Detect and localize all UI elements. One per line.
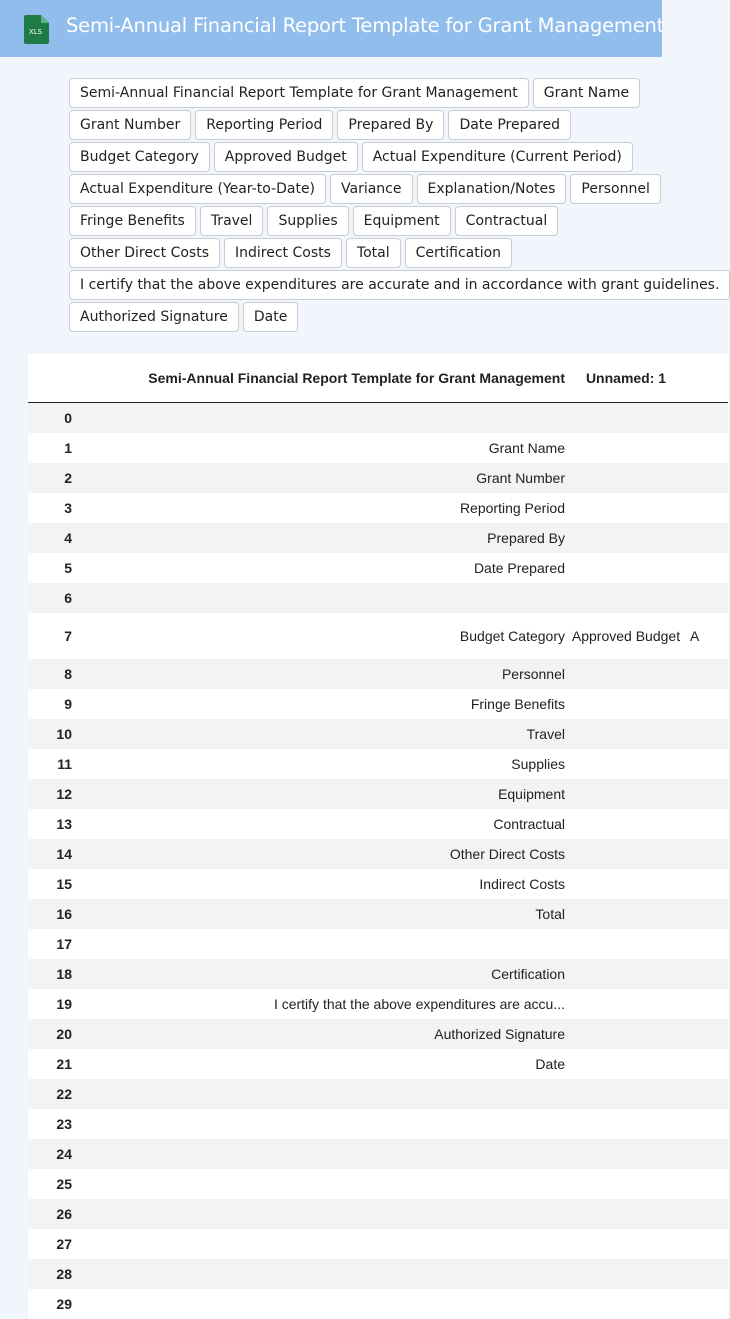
column-chip[interactable]: Date xyxy=(243,302,298,332)
table-cell[interactable]: Contractual xyxy=(72,809,568,839)
row-index-cell: 14 xyxy=(28,839,72,869)
column-chip[interactable]: Date Prepared xyxy=(448,110,571,140)
row-index-cell: 3 xyxy=(28,493,72,523)
column-chip[interactable]: Personnel xyxy=(570,174,660,204)
table-cell[interactable] xyxy=(568,1169,684,1199)
table-cell[interactable] xyxy=(684,989,728,1019)
row-index-cell: 12 xyxy=(28,779,72,809)
table-cell[interactable] xyxy=(684,899,728,929)
table-row xyxy=(28,1199,728,1229)
table-cell[interactable] xyxy=(72,1139,568,1169)
table-row xyxy=(28,403,728,434)
row-index-cell: 21 xyxy=(28,1049,72,1079)
table-cell[interactable] xyxy=(568,1139,684,1169)
row-index-cell: 5 xyxy=(28,553,72,583)
table-cell[interactable] xyxy=(568,1109,684,1139)
table-row xyxy=(28,899,728,929)
table-cell[interactable] xyxy=(72,929,568,959)
table-row xyxy=(28,839,728,869)
table-cell[interactable] xyxy=(684,493,728,523)
table-row xyxy=(28,689,728,719)
table-cell[interactable] xyxy=(684,839,728,869)
table-cell[interactable] xyxy=(72,1109,568,1139)
row-index-cell: 22 xyxy=(28,1079,72,1109)
table-cell[interactable] xyxy=(568,583,684,613)
table-cell[interactable] xyxy=(568,989,684,1019)
table-row xyxy=(28,1019,728,1049)
table-cell[interactable] xyxy=(684,463,728,493)
table-cell[interactable] xyxy=(568,1289,684,1319)
column-chip[interactable]: Contractual xyxy=(455,206,559,236)
column-chip[interactable]: Total xyxy=(346,238,401,268)
column-chip-list xyxy=(69,78,694,332)
table-cell[interactable] xyxy=(568,869,684,899)
row-index-cell: 17 xyxy=(28,929,72,959)
table-cell[interactable] xyxy=(568,839,684,869)
column-chip[interactable]: Actual Expenditure (Year-to-Date) xyxy=(69,174,326,204)
row-index-cell: 28 xyxy=(28,1259,72,1289)
table-cell[interactable]: Approved Budget xyxy=(568,613,684,659)
table-cell[interactable] xyxy=(568,553,684,583)
xls-icon-label: XLS xyxy=(29,28,43,36)
column-chip[interactable]: Supplies xyxy=(267,206,348,236)
table-cell[interactable] xyxy=(684,929,728,959)
table-cell[interactable] xyxy=(684,1079,728,1109)
table-cell[interactable]: Travel xyxy=(72,719,568,749)
table-cell[interactable] xyxy=(568,779,684,809)
table-cell[interactable]: Other Direct Costs xyxy=(72,839,568,869)
column-chip[interactable]: Fringe Benefits xyxy=(69,206,196,236)
table-cell[interactable]: Personnel xyxy=(72,659,568,689)
table-cell[interactable] xyxy=(568,1259,684,1289)
row-index-cell: 13 xyxy=(28,809,72,839)
table-row xyxy=(28,959,728,989)
table-cell[interactable] xyxy=(684,523,728,553)
column-chip[interactable]: Prepared By xyxy=(337,110,444,140)
table-cell[interactable] xyxy=(568,809,684,839)
table-cell[interactable] xyxy=(72,1259,568,1289)
table-body xyxy=(28,403,728,1319)
table-row xyxy=(28,433,728,463)
table-row xyxy=(28,779,728,809)
table-cell[interactable] xyxy=(684,1229,728,1259)
table-row xyxy=(28,1109,728,1139)
table-cell[interactable] xyxy=(684,749,728,779)
table-cell[interactable] xyxy=(72,1229,568,1259)
row-index-cell: 20 xyxy=(28,1019,72,1049)
row-index-cell: 24 xyxy=(28,1139,72,1169)
row-index-cell: 29 xyxy=(28,1289,72,1319)
table-cell[interactable]: Budget Category xyxy=(72,613,568,659)
table-cell[interactable] xyxy=(72,403,568,434)
column-chip[interactable]: Variance xyxy=(330,174,412,204)
table-cell[interactable] xyxy=(684,433,728,463)
table-cell[interactable] xyxy=(684,1109,728,1139)
table-cell[interactable] xyxy=(684,1289,728,1319)
table-cell[interactable] xyxy=(684,719,728,749)
row-index-cell: 10 xyxy=(28,719,72,749)
table-cell[interactable] xyxy=(568,689,684,719)
table-cell[interactable] xyxy=(568,1049,684,1079)
table-cell[interactable]: A xyxy=(684,613,728,659)
table-row xyxy=(28,613,728,659)
title-bar xyxy=(0,0,662,57)
column-chip[interactable]: Grant Name xyxy=(533,78,640,108)
column-chip[interactable]: Semi-Annual Financial Report Template for Grant Management xyxy=(69,78,529,108)
table-cell[interactable]: Authorized Signature xyxy=(72,1019,568,1049)
row-index-cell: 0 xyxy=(28,403,72,434)
table-cell[interactable] xyxy=(568,719,684,749)
table-cell[interactable]: Date Prepared xyxy=(72,553,568,583)
row-index-cell: 11 xyxy=(28,749,72,779)
table-cell[interactable]: Supplies xyxy=(72,749,568,779)
table-cell[interactable] xyxy=(72,1079,568,1109)
table-row xyxy=(28,1139,728,1169)
table-cell[interactable] xyxy=(684,1139,728,1169)
table-cell[interactable] xyxy=(684,553,728,583)
column-chip[interactable]: Reporting Period xyxy=(195,110,333,140)
column-header-title: Semi-Annual Financial Report Template for Grant Management xyxy=(72,354,568,403)
column-header-cutoff xyxy=(684,354,728,403)
column-chip[interactable]: Explanation/Notes xyxy=(417,174,567,204)
table-cell[interactable] xyxy=(684,583,728,613)
row-index-cell: 9 xyxy=(28,689,72,719)
table-row xyxy=(28,1259,728,1289)
table-cell[interactable]: Reporting Period xyxy=(72,493,568,523)
index-header xyxy=(28,354,72,403)
table-cell[interactable] xyxy=(568,749,684,779)
row-index-cell: 19 xyxy=(28,989,72,1019)
table-cell[interactable] xyxy=(72,1169,568,1199)
table-cell[interactable] xyxy=(568,929,684,959)
table-cell[interactable]: I certify that the above expenditures are accu... xyxy=(72,989,568,1019)
table-row xyxy=(28,1049,728,1079)
table-row xyxy=(28,553,728,583)
table-cell[interactable]: Grant Number xyxy=(72,463,568,493)
row-index-cell: 16 xyxy=(28,899,72,929)
table-row xyxy=(28,493,728,523)
table-cell[interactable] xyxy=(568,523,684,553)
row-index-cell: 8 xyxy=(28,659,72,689)
table-row xyxy=(28,809,728,839)
table-cell[interactable] xyxy=(568,659,684,689)
table-cell[interactable] xyxy=(684,1169,728,1199)
column-chip[interactable]: I certify that the above expenditures are accurate and in accordance with grant guidelines. xyxy=(69,270,730,300)
row-index-cell: 18 xyxy=(28,959,72,989)
table-cell[interactable] xyxy=(684,779,728,809)
column-chip[interactable]: Actual Expenditure (Current Period) xyxy=(362,142,633,172)
table-cell[interactable] xyxy=(684,659,728,689)
row-index-cell: 26 xyxy=(28,1199,72,1229)
table-row xyxy=(28,749,728,779)
column-chip[interactable]: Certification xyxy=(405,238,512,268)
table-row xyxy=(28,869,728,899)
row-index-cell: 27 xyxy=(28,1229,72,1259)
table-cell[interactable] xyxy=(568,959,684,989)
row-index-cell: 7 xyxy=(28,613,72,659)
table-cell[interactable]: Total xyxy=(72,899,568,929)
table-row xyxy=(28,1229,728,1259)
table-cell[interactable] xyxy=(568,1019,684,1049)
page-title: Semi-Annual Financial Report Template for Grant Management xyxy=(66,14,664,37)
table-row xyxy=(28,659,728,689)
table-cell[interactable] xyxy=(568,1229,684,1259)
table-row xyxy=(28,463,728,493)
row-index-cell: 15 xyxy=(28,869,72,899)
table-cell[interactable] xyxy=(684,959,728,989)
row-index-cell: 25 xyxy=(28,1169,72,1199)
data-table-container[interactable] xyxy=(68,354,678,1292)
table-cell[interactable] xyxy=(568,899,684,929)
table-cell[interactable]: Certification xyxy=(72,959,568,989)
table-cell[interactable] xyxy=(568,403,684,434)
column-chip[interactable]: Grant Number xyxy=(69,110,191,140)
table-cell[interactable] xyxy=(684,1259,728,1289)
table-cell[interactable]: Fringe Benefits xyxy=(72,689,568,719)
table-cell[interactable] xyxy=(568,463,684,493)
table-cell[interactable] xyxy=(684,403,728,434)
column-chip[interactable]: Authorized Signature xyxy=(69,302,239,332)
table-cell[interactable] xyxy=(72,1289,568,1319)
table-cell[interactable] xyxy=(684,809,728,839)
table-cell[interactable] xyxy=(568,493,684,523)
table-cell[interactable] xyxy=(568,1199,684,1229)
column-chip[interactable]: Travel xyxy=(200,206,264,236)
data-table xyxy=(28,354,728,1319)
table-row xyxy=(28,1079,728,1109)
table-cell[interactable]: Prepared By xyxy=(72,523,568,553)
row-index-cell: 2 xyxy=(28,463,72,493)
table-row xyxy=(28,989,728,1019)
table-cell[interactable] xyxy=(684,689,728,719)
table-cell[interactable] xyxy=(684,1049,728,1079)
table-row xyxy=(28,583,728,613)
row-index-cell: 1 xyxy=(28,433,72,463)
table-cell[interactable]: Indirect Costs xyxy=(72,869,568,899)
row-index-cell: 6 xyxy=(28,583,72,613)
table-row xyxy=(28,1169,728,1199)
table-row xyxy=(28,719,728,749)
table-cell[interactable] xyxy=(72,583,568,613)
row-index-cell: 23 xyxy=(28,1109,72,1139)
column-chip[interactable]: Indirect Costs xyxy=(224,238,342,268)
table-cell[interactable] xyxy=(684,869,728,899)
table-cell[interactable] xyxy=(568,433,684,463)
table-row xyxy=(28,929,728,959)
table-cell[interactable]: Equipment xyxy=(72,779,568,809)
table-row xyxy=(28,1289,728,1319)
table-header-row xyxy=(28,354,728,403)
xls-file-icon xyxy=(22,14,50,44)
column-header-unnamed-1: Unnamed: 1 xyxy=(568,354,684,403)
table-row xyxy=(28,523,728,553)
table-cell[interactable] xyxy=(684,1199,728,1229)
table-cell[interactable] xyxy=(684,1019,728,1049)
column-chip[interactable]: Equipment xyxy=(353,206,451,236)
table-cell[interactable]: Date xyxy=(72,1049,568,1079)
column-chip[interactable]: Budget Category xyxy=(69,142,210,172)
row-index-cell: 4 xyxy=(28,523,72,553)
column-chip[interactable]: Approved Budget xyxy=(214,142,358,172)
column-chip[interactable]: Other Direct Costs xyxy=(69,238,220,268)
table-cell[interactable]: Grant Name xyxy=(72,433,568,463)
table-cell[interactable] xyxy=(72,1199,568,1229)
table-cell[interactable] xyxy=(568,1079,684,1109)
